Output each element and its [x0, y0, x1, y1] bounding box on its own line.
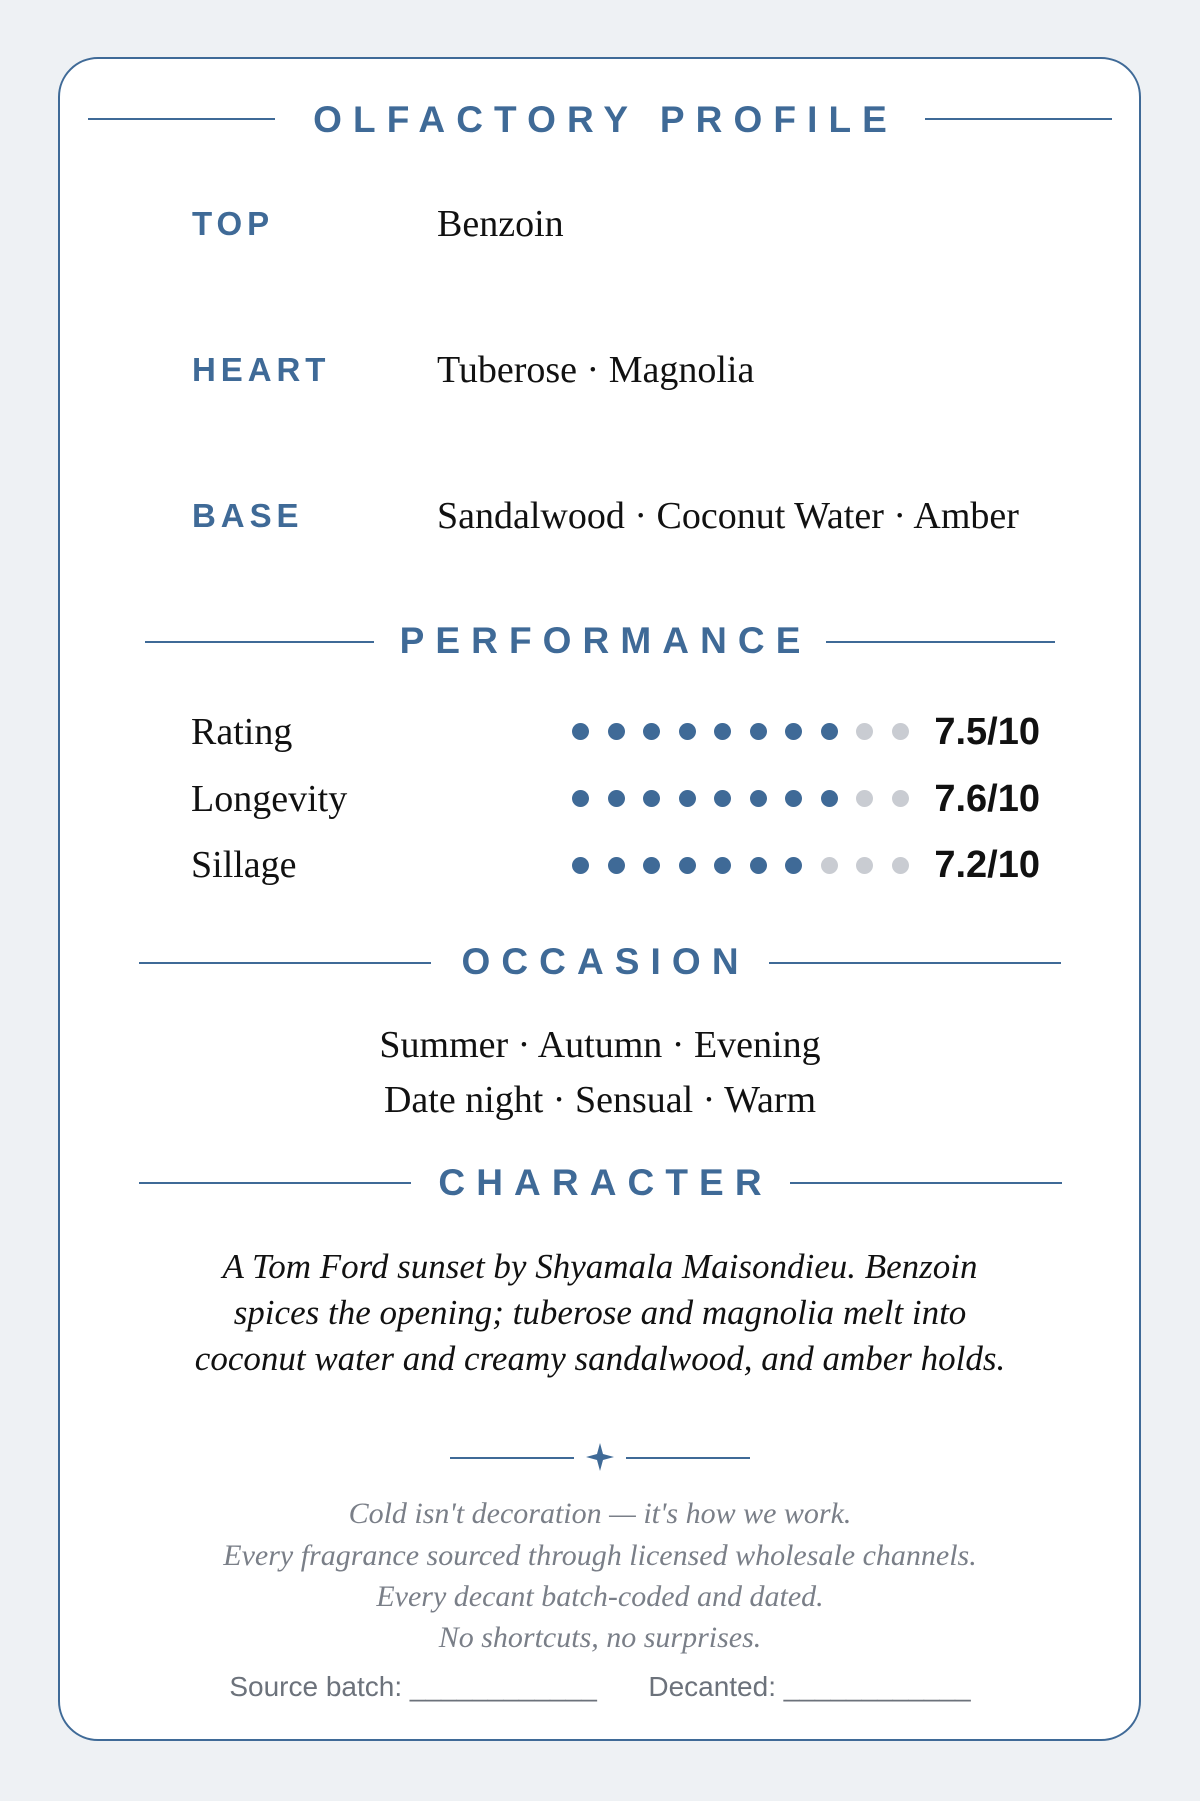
profile-card — [58, 57, 1141, 1741]
dot-filled — [679, 790, 696, 807]
note-value-heart: Tuberose · Magnolia — [437, 349, 755, 391]
dot-empty — [856, 790, 873, 807]
performance-label-sillage: Sillage — [191, 844, 297, 886]
performance-heading: PERFORMANCE — [399, 620, 812, 661]
dot-filled — [572, 723, 589, 740]
four-point-star-icon — [584, 1441, 616, 1473]
character-heading: CHARACTER — [438, 1162, 773, 1203]
source-batch-field: Source batch: ____________ — [229, 1671, 597, 1702]
occasion-line-2: Date night · Sensual · Warm — [383, 1079, 817, 1121]
dot-filled — [572, 857, 589, 874]
dot-empty — [856, 857, 873, 874]
ornament-rule-right — [626, 1457, 750, 1459]
note-value-base: Sandalwood · Coconut Water · Amber — [437, 495, 1019, 537]
dot-filled — [572, 790, 589, 807]
dot-filled — [785, 723, 802, 740]
olfactory-profile-heading: OLFACTORY PROFILE — [313, 99, 898, 140]
batch-fields — [0, 1670, 1200, 1704]
character-line-3: coconut water and creamy sandalwood, and amber holds. — [194, 1339, 1006, 1378]
dot-filled — [714, 723, 731, 740]
decanted-field: Decanted: ____________ — [648, 1671, 971, 1702]
dot-filled — [785, 857, 802, 874]
dot-filled — [679, 857, 696, 874]
dot-filled — [821, 723, 838, 740]
rating-score: 7.5/10 — [934, 711, 1040, 753]
footer-line-3: Every decant batch-coded and dated. — [376, 1580, 824, 1613]
footer-line-1: Cold isn't decoration — it's how we work. — [348, 1497, 852, 1530]
dot-filled — [643, 790, 660, 807]
performance-label-rating: Rating — [191, 711, 293, 753]
performance-label-longevity: Longevity — [191, 778, 348, 820]
note-value-top: Benzoin — [437, 203, 564, 245]
note-label-top: TOP — [192, 205, 275, 242]
note-label-base: BASE — [192, 497, 304, 534]
footer-line-2: Every fragrance sourced through licensed wholesale channels. — [223, 1539, 977, 1572]
dot-filled — [608, 790, 625, 807]
dot-filled — [750, 790, 767, 807]
dot-empty — [821, 857, 838, 874]
dot-filled — [750, 723, 767, 740]
dot-empty — [856, 723, 873, 740]
character-line-2: spices the opening; tuberose and magnolia melt into — [233, 1293, 967, 1332]
dot-filled — [608, 723, 625, 740]
dot-filled — [608, 857, 625, 874]
longevity-score: 7.6/10 — [934, 778, 1040, 820]
dot-filled — [714, 790, 731, 807]
footer-line-4: No shortcuts, no surprises. — [438, 1621, 762, 1654]
dot-filled — [785, 790, 802, 807]
sillage-score: 7.2/10 — [934, 844, 1040, 886]
occasion-line-1: Summer · Autumn · Evening — [379, 1024, 821, 1066]
dot-filled — [643, 857, 660, 874]
dot-filled — [714, 857, 731, 874]
dot-filled — [750, 857, 767, 874]
dot-filled — [679, 723, 696, 740]
dot-filled — [643, 723, 660, 740]
occasion-heading: OCCASION — [461, 941, 750, 982]
note-label-heart: HEART — [192, 351, 331, 388]
ornament-rule-left — [450, 1457, 574, 1459]
character-line-1: A Tom Ford sunset by Shyamala Maisondieu. Benzoin — [222, 1247, 978, 1286]
dot-filled — [821, 790, 838, 807]
